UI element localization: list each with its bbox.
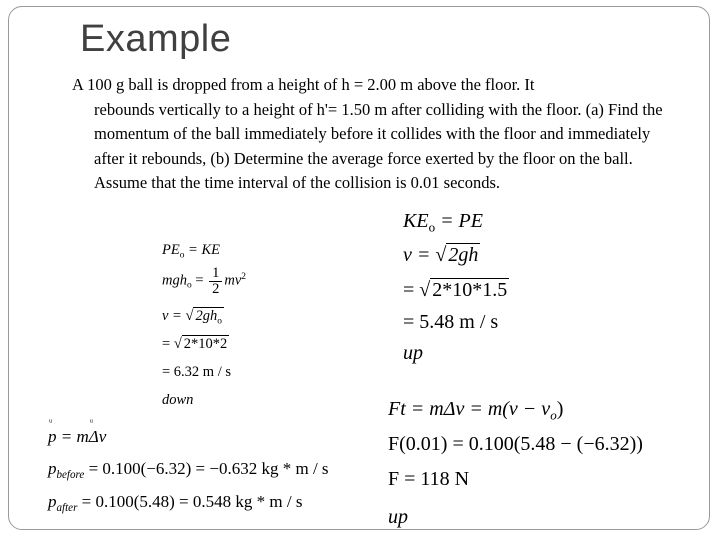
radicand — [193, 307, 223, 327]
text: v = — [403, 244, 436, 266]
text: = PE — [435, 210, 483, 232]
text: = 0.100(5.48) = 0.548 kg * m / s — [77, 492, 303, 511]
right-eq-5: up — [403, 342, 423, 364]
left-eq-6: down — [162, 392, 194, 408]
problem-rest: rebounds vertically to a height of h'= 1.50 m after colliding with the floor. (a) Find the momentum of the ball immediately before it collides with the floor and immediately after it rebounds, (b) Determine the average force exerted by the floor on the ball. Assume that the time interval of the collision is 0.01 seconds. — [94, 99, 663, 193]
sub: o — [428, 219, 436, 235]
left-eq-4 — [162, 336, 229, 353]
force-eq-1 — [388, 398, 563, 424]
text: p — [48, 459, 57, 478]
text: = — [162, 336, 174, 352]
sub: o — [179, 250, 185, 261]
num: 1 — [209, 266, 222, 282]
sub: o — [550, 407, 557, 423]
text: mgh — [162, 272, 187, 289]
text: Ft = mΔv = m(v − v — [388, 398, 551, 420]
text: = m — [56, 427, 89, 446]
radicand: 2*10*2 — [183, 336, 228, 352]
text: = — [403, 279, 420, 301]
momentum-definition — [48, 427, 106, 447]
sub: o — [186, 280, 192, 291]
left-eq-5: = 6.32 m / s — [162, 364, 232, 380]
problem-statement — [72, 73, 672, 196]
right-eq-2 — [403, 244, 480, 267]
text: = KE — [184, 242, 220, 258]
sub: after — [56, 501, 78, 514]
left-eq-3 — [162, 308, 224, 326]
problem-first-line: A 100 g ball is dropped from a height of h = 2.00 m above the floor. It — [72, 75, 535, 94]
sqrt: √ 2*10*2 — [173, 336, 228, 352]
sup: 2 — [241, 272, 246, 283]
text: ᵘ Δv — [89, 427, 107, 447]
force-eq-2: F(0.01) = 0.100(5.48 − (−6.32)) — [388, 433, 643, 455]
right-eq-1 — [403, 210, 483, 236]
radicand: 2*10*1.5 — [432, 279, 508, 301]
right-eq-3 — [403, 279, 509, 302]
text: = — [191, 272, 208, 289]
text: p — [48, 492, 57, 511]
text: v = — [162, 308, 186, 324]
left-eq-1 — [162, 242, 220, 260]
sub: before — [56, 468, 85, 481]
text: mv — [224, 272, 242, 289]
text: KE — [403, 210, 429, 232]
sqrt: √ 2*10*1.5 — [419, 279, 508, 301]
slide-title: Example — [80, 18, 232, 60]
text: 2gh — [448, 244, 479, 266]
force-eq-3: F = 118 N — [388, 468, 470, 490]
sqrt: √ $2gh_o$ — [185, 308, 222, 327]
text: = 0.100(−6.32) = −0.632 kg * m / s — [84, 459, 329, 478]
momentum-before — [48, 459, 329, 481]
text: ) — [556, 398, 564, 420]
radicand — [446, 243, 480, 266]
sqrt: √ 2gh — [435, 244, 479, 266]
text: ᵘ p — [48, 427, 57, 447]
momentum-after — [48, 492, 302, 514]
left-eq-2 — [162, 266, 246, 296]
den: 2 — [212, 280, 220, 297]
text: 2gh — [195, 308, 218, 324]
sub: o — [217, 316, 222, 327]
right-eq-4: = 5.48 m / s — [403, 311, 499, 333]
force-eq-4: up — [388, 506, 408, 528]
fraction — [209, 266, 222, 296]
text: PE — [162, 242, 180, 258]
